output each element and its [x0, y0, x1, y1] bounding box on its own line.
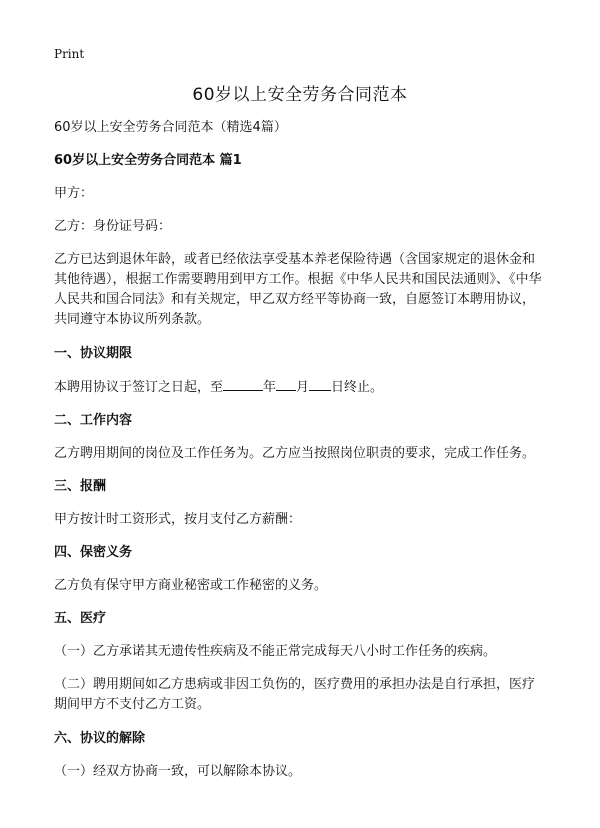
document-body — [54, 118, 546, 781]
month-blank — [276, 377, 296, 391]
document-subtitle: 60岁以上安全劳务合同范本（精选4篇） — [54, 120, 287, 135]
term-text-end: 日终止。 — [331, 380, 384, 395]
section-heading-medical: 五、医疗 — [54, 611, 107, 626]
section-heading-pay: 三、报酬 — [54, 479, 107, 494]
year-blank — [223, 377, 263, 391]
termination-item-1: （一）经双方协商一致，可以解除本协议。 — [54, 764, 302, 779]
work-clause: 乙方聘用期间的岗位及工作任务为。乙方应当按照岗位职责的要求，完成工作任务。 — [54, 446, 536, 461]
term-text-start: 本聘用协议于签订之日起，至 — [54, 380, 224, 395]
confidentiality-clause: 乙方负有保守甲方商业秘密或工作秘密的义务。 — [54, 578, 328, 593]
medical-item-1: （一）乙方承诺其无遗传性疾病及不能正常完成每天八小时工作任务的疾病。 — [54, 644, 497, 659]
section-heading-termination: 六、协议的解除 — [54, 731, 146, 746]
term-text-month: 月 — [296, 380, 310, 395]
day-blank — [309, 377, 331, 391]
pay-clause: 甲方按计时工资形式，按月支付乙方薪酬： — [54, 512, 302, 527]
medical-item-2: （二）聘用期间如乙方患病或非因工负伤的，医疗费用的承担办法是自行承担，医疗期间甲方不支付乙方工资。 — [54, 677, 536, 712]
page-title: 60岁以上安全劳务合同范本 — [192, 85, 408, 105]
print-link[interactable]: Print — [54, 47, 85, 61]
section-heading-work: 二、工作内容 — [54, 413, 133, 428]
party-b-line: 乙方：身份证号码： — [54, 219, 172, 234]
term-clause — [54, 377, 546, 397]
party-a-line: 甲方： — [54, 186, 94, 201]
section-heading-confidentiality: 四、保密义务 — [54, 545, 133, 560]
section-heading-term: 一、协议期限 — [54, 346, 133, 361]
intro-paragraph: 乙方已达到退休年龄，或者已经依法享受基本养老保险待遇（含国家规定的退休金和其他待遇），根据工作需要聘用到甲方工作。根据《中华人民共和国民法通则》、《中华人民共和国合同法》和有关规定，甲乙双方经平等协商一致，自愿签订本聘用协议，共同遵守本协议所列条款。 — [54, 252, 542, 327]
article-heading: 60岁以上安全劳务合同范本 篇1 — [54, 153, 242, 168]
term-text-year: 年 — [263, 380, 277, 395]
